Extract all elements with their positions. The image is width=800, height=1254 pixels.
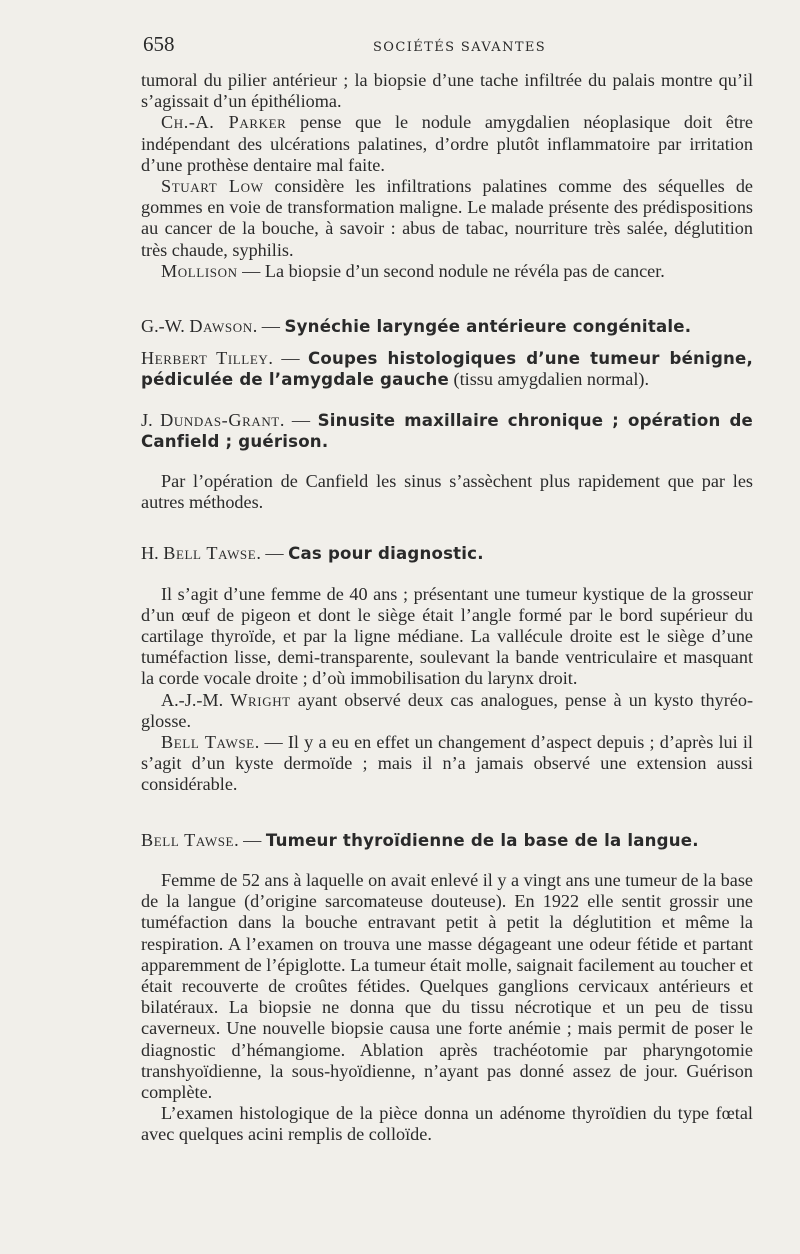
author-initials: J. — [141, 409, 161, 430]
paragraph — [141, 261, 753, 282]
author-name: Dundas-Grant — [160, 409, 280, 430]
spacer — [141, 513, 753, 543]
paragraph: L’examen histologique de la pièce donna un adénome thyroïdien du type fœtal avec quelques acini remplis de colloïde. — [141, 1103, 753, 1145]
spacer — [141, 391, 753, 410]
page-number: 658 — [143, 32, 175, 56]
author-initials: H. — [141, 543, 164, 564]
author-name: Bell Tawse — [141, 829, 235, 850]
paragraph: tumoral du pilier antérieur ; la biopsie d’une tache infiltrée du palais montre qu’il s’agissait d’un épithélioma. — [141, 70, 753, 112]
paragraph — [141, 732, 753, 796]
spacer — [141, 452, 753, 471]
entry-title: Coupes histologiques d’une tumeur bénigne, pédiculée de l’amygdale gauche — [141, 349, 753, 390]
paragraph-text: ayant observé deux cas analogues, pense à un kysto thyréo-glosse. — [141, 689, 753, 731]
paragraph-text: pense que le nodule amygdalien néoplasique doit être indépendant des ulcérations palatines, d’ordre plutôt inflammatoire par irritation d’une prothèse dentaire mal faite. — [141, 112, 754, 175]
entry-title: Sinusite maxillaire chronique ; opération de Canfield ; guérison. — [141, 410, 753, 451]
paragraph — [141, 112, 753, 176]
paragraph-text: — La biopsie d’un second nodule ne révéla pas de cancer. — [237, 260, 665, 281]
author-name: Ch.-A. Parker — [161, 112, 287, 133]
author-name: Wright — [230, 689, 291, 710]
paragraph: Par l’opération de Canfield les sinus s’assèchent plus rapidement que par les autres méthodes. — [141, 471, 753, 513]
spacer — [141, 851, 753, 870]
separator: . — — [234, 829, 266, 850]
paragraph: Femme de 52 ans à laquelle on avait enlevé il y a vingt ans une tumeur de la base de la langue (d’origine sarcomateuse douteuse). En 1922 elle sentit grossir une tuméfaction dans la bouche entravant petit à petit la déglutition et même la respiration. A l’examen on trouva une masse dégageant une odeur fétide et partant apparemment de l’épiglotte. La tumeur était molle, saignait facilement au toucher et était recouverte de croûtes fétides. Quelques ganglions cervicaux antérieurs et bilatéraux. La biopsie ne donna que du tissu nécrotique et un peu de tissu caverneux. Une nouvelle biopsie causa une forte anémie ; mais permit de poser le diagnostic d’hémangiome. Ablation après trachéotomie par pharyngotomie transhyoïdienne, la sous-hyoïdienne, n’ayant pas donné assez de jour. Guérison complète. — [141, 869, 753, 1102]
entry-dawson — [141, 316, 753, 337]
author-initials: A.-J.-M. — [161, 689, 231, 710]
spacer — [141, 337, 753, 348]
spacer — [141, 796, 753, 830]
body-text — [141, 70, 753, 1146]
author-name: Bell Tawse — [161, 732, 255, 753]
separator: . — — [256, 543, 289, 564]
entry-title: Cas pour diagnostic. — [288, 544, 484, 564]
entry-title: Synéchie laryngée antérieure congénitale. — [284, 317, 692, 337]
entry-title: Tumeur thyroïdienne de la base de la langue. — [265, 830, 699, 850]
paragraph — [141, 176, 753, 261]
separator: . — — [268, 348, 309, 369]
author-name: Stuart Low — [161, 176, 264, 197]
author-initials: G.-W. — [141, 316, 190, 337]
entry-tawse-2 — [141, 830, 753, 851]
author-name: Dawson — [189, 316, 253, 337]
paragraph: Il s’agit d’une femme de 40 ans ; présentant une tumeur kystique de la grosseur d’un œuf de pigeon et dont le siège était l’angle formé par le bord supérieur du cartilage thyroïde, et par la ligne médiane. La vallécule droite est le siège d’une tuméfaction lisse, demi-transparente, soulevant la bande ventriculaire et masquant la corde vocale droite ; d’où immobilisation du larynx droit. — [141, 583, 753, 689]
entry-suffix: (tissu amygdalien normal). — [449, 369, 650, 390]
entry-tawse-1 — [141, 543, 753, 564]
spacer — [141, 565, 753, 584]
author-name: Herbert Tilley — [141, 348, 269, 369]
spacer — [141, 282, 753, 316]
author-name: Mollison — [161, 260, 238, 281]
page-header — [143, 32, 752, 62]
running-head: SOCIÉTÉS SAVANTES — [373, 40, 547, 55]
paragraph-text: . — Il y a eu en effet un changement d’aspect depuis ; d’après lui il s’agit d’un kyste dermoïde ; mais il n’a jamais observé une extension aussi considérable. — [141, 732, 753, 795]
separator: . — — [279, 409, 318, 430]
author-name: Bell Tawse — [163, 543, 257, 564]
entry-dundas — [141, 410, 753, 452]
paragraph-text: considère les infiltrations palatines comme des séquelles de gommes en voie de transformation maligne. Le malade présente des prédispositions au cancer de la bouche, à savoir : abus de tabac, nourriture très salée, déglutition très chaude, syphilis. — [141, 176, 753, 260]
paragraph — [141, 690, 753, 732]
separator: . — — [252, 316, 285, 337]
entry-tilley — [141, 348, 753, 390]
